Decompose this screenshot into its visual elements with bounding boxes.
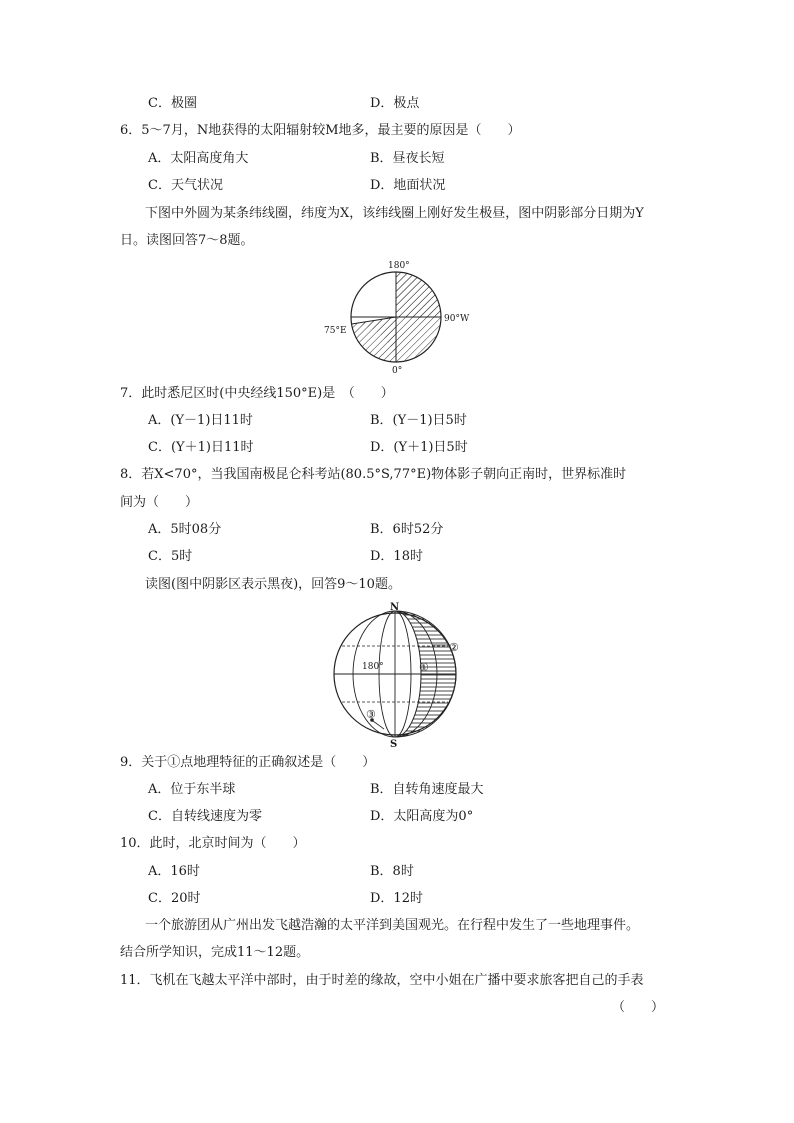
question-10-stem: 10．此时，北京时间为（ ） <box>120 836 306 851</box>
intro-11-12-line2: 结合所学知识，完成11～12题。 <box>120 945 310 960</box>
question-8-stem-line1: 8．若X<70°，当我国南极昆仑科考站(80.5°S,77°E)物体影子朝向正南时，世界标准时 <box>120 467 627 482</box>
question-9-stem: 9．关于①点地理特征的正确叙述是（ ） <box>120 755 376 770</box>
q8-option-d: D．18时 <box>370 549 423 564</box>
marker-3: ③ <box>366 708 376 721</box>
intro-9-10: 读图(图中阴影区表示黑夜)，回答9～10题。 <box>145 577 401 592</box>
q6-option-a: A．太阳高度角大 <box>148 151 249 166</box>
intro-11-12-line1: 一个旅游团从广州出发飞越浩瀚的太平洋到美国观光。在行程中发生了一些地理事件。 <box>145 918 640 933</box>
q9-option-a: A．位于东半球 <box>148 782 236 797</box>
option-c: C．极圈 <box>148 96 197 111</box>
intro-7-8-line1: 下图中外圆为某条纬线圈，纬度为X，该纬线圈上刚好发生极昼，图中阴影部分日期为Y <box>145 206 644 221</box>
q9-option-d: D．太阳高度为0° <box>370 809 474 824</box>
label-0: 0° <box>392 366 403 376</box>
label-n: N <box>390 602 400 613</box>
q6-option-d: D．地面状况 <box>370 178 446 193</box>
q8-option-b: B．6时52分 <box>370 522 444 537</box>
marker-2: ② <box>449 641 459 654</box>
q9-option-b: B．自转角速度最大 <box>370 782 484 797</box>
q9-option-c: C．自转线速度为零 <box>148 809 262 824</box>
question-6-stem: 6．5～7月，N地获得的太阳辐射较M地多，最主要的原因是（ ） <box>120 123 521 138</box>
q6-option-b: B．昼夜长短 <box>370 151 445 166</box>
label-75e: 75°E <box>324 326 347 336</box>
option-d: D．极点 <box>370 96 420 111</box>
question-11-answer-paren: （ ） <box>612 1000 665 1015</box>
question-8-stem-line2: 间为（ ） <box>120 495 199 510</box>
figure-globe-diagram <box>328 601 468 749</box>
question-11-stem: 11．飞机在飞越太平洋中部时，由于时差的缘故，空中小姐在广播中要求旅客把自己的手表 <box>120 973 644 988</box>
label-90w: 90°W <box>444 314 470 324</box>
q7-option-c: C．(Y＋1)日11时 <box>148 440 254 455</box>
q7-option-d: D．(Y＋1)日5时 <box>370 440 468 455</box>
question-7-stem: 7．此时悉尼区时(中央经线150°E)是 （ ） <box>120 386 394 401</box>
q10-option-d: D．12时 <box>370 891 423 906</box>
marker-1: ① <box>419 661 429 674</box>
label-180: 180° <box>388 261 410 271</box>
q7-option-a: A．(Y－1)日11时 <box>148 413 253 428</box>
q8-option-a: A．5时08分 <box>148 522 222 537</box>
q8-option-c: C．5时 <box>148 549 193 564</box>
q6-option-c: C．天气状况 <box>148 178 223 193</box>
q10-option-a: A．16时 <box>148 864 200 879</box>
q10-option-b: B．8时 <box>370 864 414 879</box>
q10-option-c: C．20时 <box>148 891 201 906</box>
q7-option-b: B．(Y－1)日5时 <box>370 413 467 428</box>
label-180: 180° <box>362 662 384 672</box>
intro-7-8-line2: 日。读图回答7～8题。 <box>120 233 254 248</box>
label-s: S <box>390 739 398 749</box>
figure-polar-diagram <box>318 256 488 378</box>
